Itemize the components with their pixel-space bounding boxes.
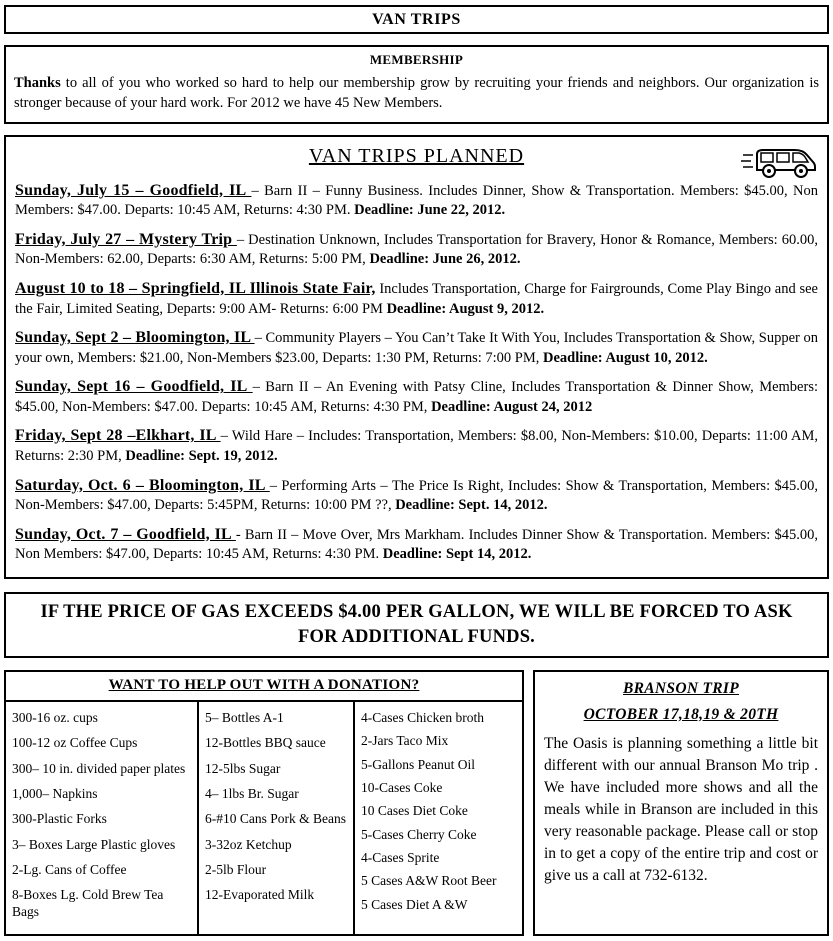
trip-item (15, 425, 818, 466)
donation-item: 10-Cases Coke (361, 779, 443, 795)
donation-item: 1,000– Napkins (12, 785, 98, 801)
trip-heading: Sunday, Oct. 7 – Goodfield, IL (15, 525, 236, 543)
van-icon (741, 142, 819, 187)
page-title: VAN TRIPS (372, 10, 461, 28)
donation-item: 4– 1lbs Br. Sugar (205, 785, 299, 801)
donation-item: 2-Lg. Cans of Coffee (12, 862, 127, 878)
donation-item: 5 Cases Diet A &W (361, 896, 468, 912)
trip-deadline: Deadline: June 26, 2012. (369, 251, 521, 268)
donation-item: 3– Boxes Large Plastic gloves (12, 836, 176, 852)
donation-item: 300– 10 in. divided paper plates (12, 760, 186, 776)
trip-body: – Barn II – An Evening with Patsy Cline, Includes Transportation & Dinner Show, Members: $45.00, Non-Members: $47.00. Departs: 10:45 AM, Returns: 4:30 PM, (15, 379, 818, 415)
trip-item (15, 376, 818, 417)
gas-notice-section (4, 592, 829, 658)
membership-title: MEMBERSHIP (369, 52, 464, 67)
donation-table (6, 700, 522, 934)
membership-body (14, 73, 819, 114)
branson-title: BRANSON TRIP (623, 679, 739, 697)
donation-item: 6-#10 Cans Pork & Beans (205, 811, 346, 827)
donation-item: 5-Cases Cherry Coke (361, 826, 477, 842)
trip-heading: Sunday, July 15 – Goodfield, IL (15, 181, 252, 199)
donation-item: 10 Cases Diet Coke (361, 803, 468, 819)
trip-heading: Friday, Sept 28 –Elkhart, IL (15, 427, 221, 445)
donation-item: 4-Cases Sprite (361, 850, 440, 866)
trip-body: – Barn II – Funny Business. Includes Dinner, Show & Transportation. Members: $45.00, Non Members: $47.00. Departs: 10:45 AM, Returns: 4:30 PM. (15, 182, 818, 219)
trip-deadline: Deadline: Sept 14, 2012. (382, 546, 532, 563)
trip-deadline: Deadline: August 9, 2012. (386, 300, 545, 317)
donation-section (4, 670, 524, 936)
trip-heading: Saturday, Oct. 6 – Bloomington, IL (15, 476, 270, 494)
trip-body: – Wild Hare – Includes: Transportation, Members: $8.00, Non-Members: $10.00, Departs: 11:00 AM, Returns: 2:30 PM, (15, 428, 818, 464)
donation-title: WANT TO HELP OUT WITH A DONATION? (108, 676, 420, 693)
bottom-row (4, 670, 829, 936)
trip-deadline: Deadline: June 22, 2012. (354, 202, 506, 219)
donation-column-1 (6, 702, 197, 934)
trip-heading: August 10 to 18 – Springfield, IL Illinois State Fair, (15, 279, 376, 297)
trip-item (15, 180, 818, 221)
trip-heading: Sunday, Sept 16 – Goodfield, IL (15, 378, 253, 396)
trips-title: VAN TRIPS PLANNED (308, 144, 525, 167)
trip-body: – Community Players – You Can’t Take It With You, Includes Transportation & Show, Supper on your own, Members: $21.00, Non-Members $23.00, Departs: 1:30 PM, Returns: 7:00 PM, (15, 330, 818, 366)
donation-item: 300-Plastic Forks (12, 811, 107, 827)
trip-deadline: Deadline: August 24, 2012 (431, 398, 593, 415)
trip-deadline: Deadline: Sept. 19, 2012. (125, 447, 278, 464)
donation-item: 8-Boxes Lg. Cold Brew Tea Bags (12, 887, 164, 920)
donation-item: 12-Bottles BBQ sauce (205, 735, 326, 751)
donation-item: 12-Evaporated Milk (205, 887, 315, 903)
trip-item (15, 229, 818, 270)
donation-item: 2-5lb Flour (205, 862, 267, 878)
donation-item: 100-12 oz Coffee Cups (12, 735, 138, 751)
donation-item: 300-16 oz. cups (12, 709, 98, 725)
donation-column-2 (197, 702, 353, 934)
trip-item (15, 327, 818, 368)
donation-item: 2-Jars Taco Mix (361, 733, 449, 749)
donation-item: 3-32oz Ketchup (205, 836, 292, 852)
header-section (4, 5, 829, 34)
trip-deadline: Deadline: August 10, 2012. (543, 349, 708, 366)
donation-item: 5 Cases A&W Root Beer (361, 873, 497, 889)
branson-subtitle: OCTOBER 17,18,19 & 20TH (583, 705, 779, 723)
trip-deadline: Deadline: Sept. 14, 2012. (395, 497, 548, 514)
trip-item (15, 524, 818, 565)
trips-section (4, 135, 829, 579)
donation-item: 5-Gallons Peanut Oil (361, 756, 475, 772)
membership-text: to all of you who worked so hard to help our membership grow by recruiting your friends and neighbors. Our organization is stronger because of your hard work. For 2012 we have 45 New Members. (14, 75, 819, 112)
membership-section (4, 45, 829, 124)
trip-item (15, 475, 818, 516)
membership-lead: Thanks (14, 75, 61, 91)
trip-body: - Barn II – Move Over, Mrs Markham. Includes Dinner Show & Transportation. Members: $45.00, Non Members: $47.00, Departs: 10:45 AM, Returns: 4:30 PM. (15, 526, 818, 563)
donation-item: 5– Bottles A-1 (205, 709, 284, 725)
branson-section (533, 670, 829, 936)
donation-column-3 (353, 702, 522, 934)
branson-body: The Oasis is planning something a little bit different with our annual Branson Mo trip . We have included more shows and all the meals while in Branson are included in this very reasonable package. Please call or stop in to get a copy of the entire trip and cost or give us a call at 732-6132. (544, 734, 818, 884)
gas-notice-text: IF THE PRICE OF GAS EXCEEDS $4.00 PER GALLON, WE WILL BE FORCED TO ASK FOR ADDITIONAL FUNDS. (40, 601, 793, 647)
trip-item (15, 278, 818, 319)
donation-item: 12-5lbs Sugar (205, 760, 281, 776)
trip-body: – Performing Arts – The Price Is Right, Includes: Show & Transportation, Members: $45.00, Non-Members: $47.00, Departs: 5:45PM, Returns: 10:00 PM ??, (15, 477, 819, 514)
trip-heading: Friday, July 27 – Mystery Trip (15, 230, 237, 248)
trip-heading: Sunday, Sept 2 – Bloomington, IL (15, 329, 255, 347)
donation-item: 4-Cases Chicken broth (361, 709, 484, 725)
trip-body: Includes Transportation, Charge for Fairgrounds, Come Play Bingo and see the Fair, Limited Seating, Departs: 9:00 AM- Returns: 6:00 PM (15, 280, 818, 317)
trip-body: – Destination Unknown, Includes Transportation for Bravery, Honor & Romance, Members: 60.00, Non-Members: 62.00, Departs: 6:30 AM, Returns: 5:00 PM, (15, 231, 818, 268)
